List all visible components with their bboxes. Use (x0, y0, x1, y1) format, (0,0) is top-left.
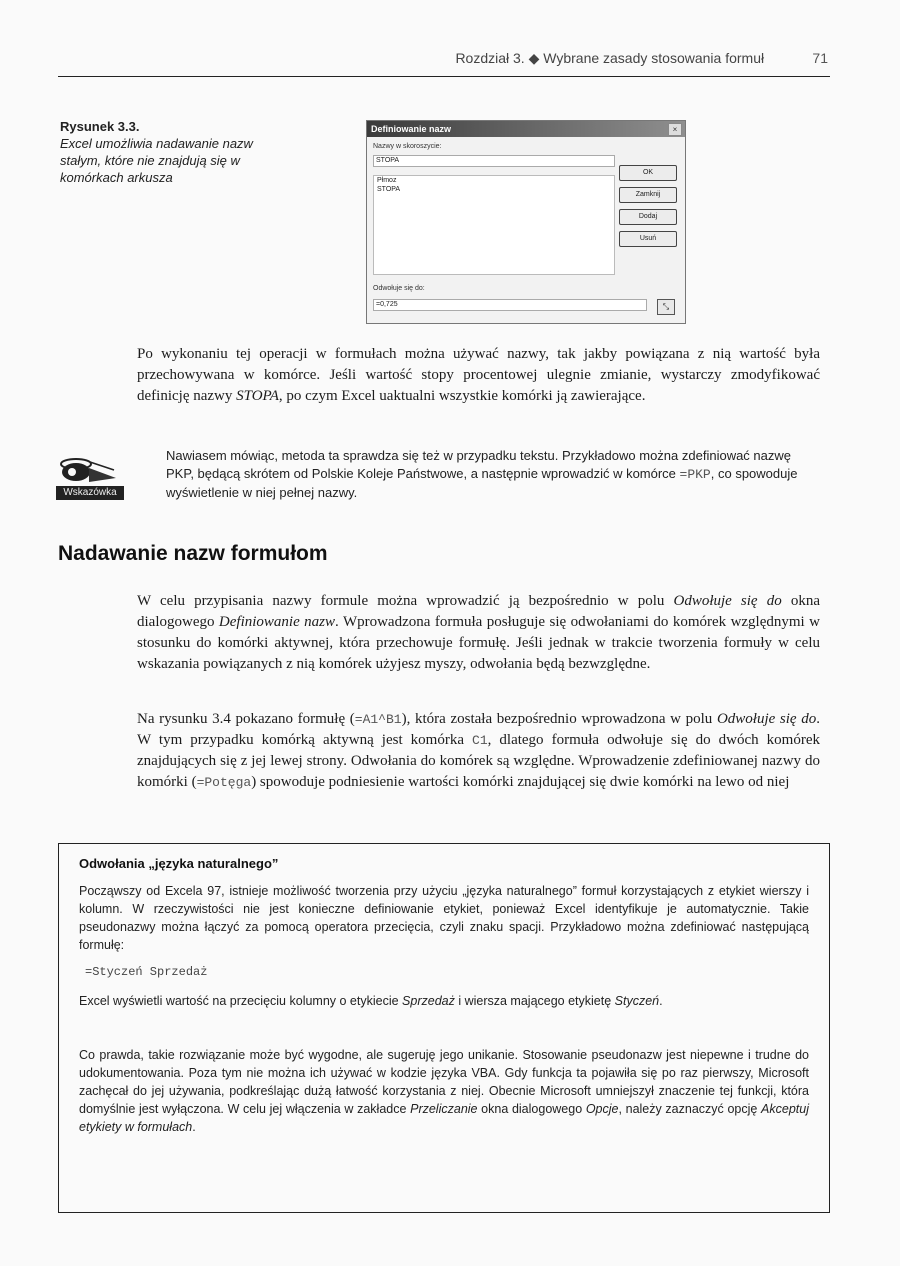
names-label: Nazwy w skoroszycie: (373, 143, 442, 150)
define-names-dialog-screenshot (366, 120, 686, 324)
emphasis: Akceptuj etykiety w formułach (79, 1102, 809, 1134)
tip-text-part: , co spowoduje wyświetlenie w niej pełnej nazwy. (166, 466, 798, 500)
sidebar-box (58, 843, 830, 1213)
paragraph-text: ) spowoduje podniesienie wartości komórki znajdującej się dwie komórki na lewo od niej (251, 774, 790, 790)
tip-label: Wskazówka (56, 486, 124, 500)
paragraph-text: , po czym Excel uaktualni wszystkie komórki ją zawierające. (278, 388, 646, 404)
paragraph-text: okna dialogowego (477, 1102, 586, 1116)
close-icon: × (668, 123, 682, 136)
emphasis: Przeliczanie (410, 1102, 478, 1116)
refers-to-label: Odwołuje się do: (373, 285, 425, 292)
figure-number: Rysunek 3.3. (60, 119, 140, 134)
sidebar-paragraph-1: Począwszy od Excela 97, istnieje możliwość tworzenia przy użyciu „języka naturalnego” formuł korzystających z etykiet wierszy i kolumn. W rzeczywistości nie jest konieczne definiowanie etykiet, ponieważ Excel identyfikuje je automatycznie. Takie pseudonazwy można łączyć za pomocą operatora przecięcia, czyli znaku spacji. Przykładowo można zdefiniować następującą formułę: (79, 884, 809, 952)
collapse-dialog-icon: ⤡ (657, 299, 675, 315)
figure-caption (60, 118, 260, 186)
page-number: 71 (812, 50, 828, 66)
paragraph-text: . W tym przypadku komórką aktywną jest komórka (137, 711, 820, 748)
dialog-title: Definiowanie nazw (367, 121, 685, 137)
delete-button: Usuń (619, 231, 677, 247)
paragraph-2 (137, 591, 820, 675)
paragraph-3 (137, 709, 820, 793)
tip-code: =PKP (679, 467, 711, 482)
tip-text-part: Nawiasem mówiąc, metoda ta sprawdza się też w przypadku tekstu. Przykładowo można zdefiniować nazwę PKP, będącą skrótem od Polskie Koleje Państwowe, a następnie wprowadzić w komórce (166, 448, 791, 481)
running-title: Rozdział 3. ◆ Wybrane zasady stosowania formuł (455, 50, 765, 66)
section-heading: Nadawanie nazw formułom (58, 542, 328, 565)
list-item: STOPA (377, 186, 401, 193)
paragraph-text: i wiersza mającego etykietę (454, 994, 615, 1008)
tip-text (166, 447, 806, 502)
paragraph-text: Po wykonaniu tej operacji w formułach można używać nazwy, tak jakby powiązana z nią wartość była przechowywana w komórce. Jeśli wartość stopy procentowej ulegnie zmianie, wystarczy zmodyfikować definicję nazwy (137, 346, 820, 404)
paragraph-text: ), która została bezpośrednio wprowadzona w polu (401, 711, 717, 727)
emphasis: STOPA (236, 388, 279, 404)
emphasis: Styczeń (614, 994, 660, 1008)
inline-code: =Potęga (196, 775, 252, 790)
refers-to-field: =0,725 (373, 299, 647, 311)
figure-caption-text: Excel umożliwia nadawanie nazw stałym, które nie znajdują się w komórkach arkusza (60, 136, 253, 185)
emphasis: Odwołuje się do (716, 711, 817, 727)
header-rule (58, 76, 830, 77)
running-header (58, 50, 828, 67)
paragraph-text: , należy zaznaczyć opcję (618, 1102, 762, 1116)
emphasis: Sprzedaż (402, 994, 455, 1008)
paragraph-text: W celu przypisania nazwy formule można wprowadzić ją bezpośrednio w polu (137, 593, 674, 609)
inline-code: =A1^B1 (354, 712, 402, 727)
paragraph-1 (137, 344, 820, 407)
paragraph-text: . (192, 1120, 196, 1134)
ok-button: OK (619, 165, 677, 181)
close-button: Zamknij (619, 187, 677, 203)
names-list (373, 175, 615, 275)
paragraph-text: . (659, 994, 663, 1008)
emphasis: Odwołuje się do (673, 593, 782, 609)
list-item: Płmoz (377, 177, 397, 184)
add-button: Dodaj (619, 209, 677, 225)
paragraph-text: . Wprowadzona formuła posługuje się odwołaniami do komórek względnymi w stosunku do komórki aktywnej, która przechowuje formułę. Jeśli jednak w trakcie tworzenia formuły w celu wskazania powiązanych z nią komórek użyjesz myszy, odwołania będą bezwzględne. (137, 614, 820, 672)
paragraph-text: Excel wyświetli wartość na przecięciu kolumny o etykiecie (79, 994, 403, 1008)
emphasis: Opcje (585, 1102, 619, 1116)
sidebar-paragraph-2 (79, 992, 809, 1010)
paragraph-text: Na rysunku 3.4 pokazano formułę ( (137, 711, 355, 727)
sidebar-paragraph-3 (79, 1046, 809, 1136)
paragraph-text: okna dialogowego (137, 593, 820, 630)
sidebar-code: =Styczeń Sprzedaż (85, 965, 208, 979)
paragraph-text: , dlatego formuła odwołuje się do dwóch komórek znajdujących się z jej lewej strony. Odwołania do komórek są względne. Wprowadzenie zdefiniowanej nazwy do komórki ( (137, 732, 820, 790)
name-field: STOPA (373, 155, 615, 167)
inline-code: C1 (472, 733, 488, 748)
paragraph-text: Co prawda, takie rozwiązanie może być wygodne, ale sugeruję jego unikanie. Stosowanie pseudonazw jest niepewne i trudne do udokumentowania. Poza tym nie można ich używać w kodzie języka VBA. Gdy funkcja ta pojawiła się po raz pierwszy, Microsoft zachęcał do jej używania, podkreślając dużą łatwość korzystania z niej. Obecnie Microsoft umniejszył znaczenie tej funkcji, która domyślnie jest wyłączona. W celu jej włączenia w zakładce (79, 1048, 809, 1116)
sidebar-title: Odwołania „języka naturalnego” (79, 856, 279, 871)
emphasis: Definiowanie nazw (218, 614, 336, 630)
